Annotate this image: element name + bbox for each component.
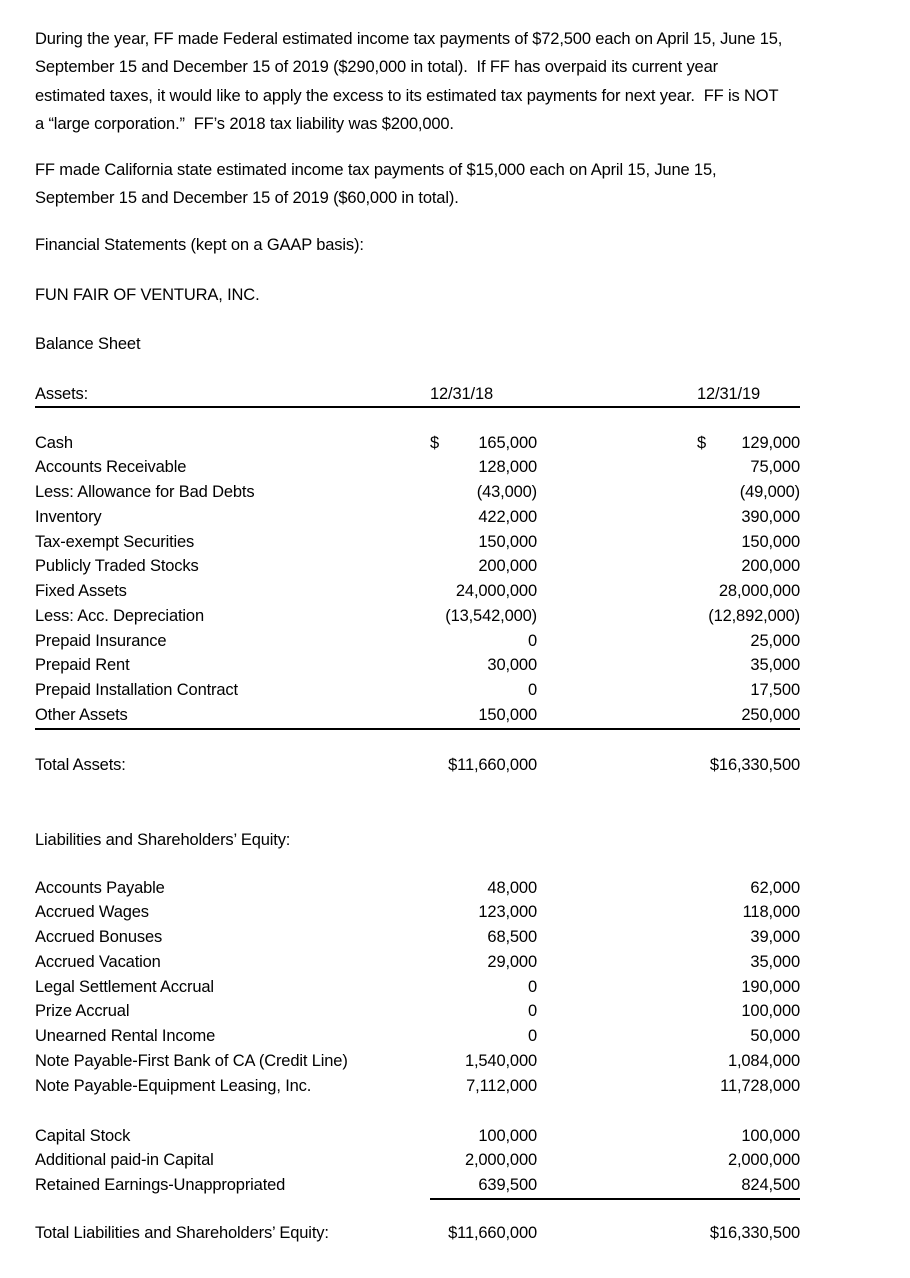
value-12-31-18: 639,500 — [430, 1173, 537, 1200]
row-label: Retained Earnings-Unappropriated — [35, 1176, 286, 1195]
row-label: Additional paid-in Capital — [35, 1151, 214, 1170]
row-label: Prepaid Installation Contract — [35, 681, 238, 700]
currency-symbol: $ — [430, 433, 440, 452]
value-12-31-19: (12,892,000) — [708, 606, 800, 625]
amount: 129,000 — [741, 433, 800, 452]
value-12-31-19: 11,728,000 — [720, 1076, 800, 1095]
company-name: FUN FAIR OF VENTURA, INC. — [35, 285, 260, 304]
row-label: Accounts Payable — [35, 878, 165, 897]
value-12-31-19: 100,000 — [741, 1126, 800, 1145]
paragraph-line: estimated taxes, it would like to apply the excess to its estimated tax payments for next year. FF is NOT — [35, 86, 779, 105]
row-label: Fixed Assets — [35, 582, 127, 601]
liability-row — [35, 1024, 800, 1049]
liability-row — [35, 975, 800, 1000]
paragraph-line: a “large corporation.” FF’s 2018 tax liability was $200,000. — [35, 114, 454, 133]
liability-row — [35, 950, 800, 975]
value-12-31-18: 7,112,000 — [466, 1076, 537, 1095]
value-12-31-19: 100,000 — [741, 1002, 800, 1021]
equity-row — [35, 1173, 800, 1198]
total-assets-value-12-31-18: $11,660,000 — [448, 755, 537, 774]
value-12-31-18: 150,000 — [478, 532, 537, 551]
liability-row — [35, 1074, 800, 1099]
value-12-31-18: (43,000) — [476, 483, 537, 502]
heading-financial-statements: Financial Statements (kept on a GAAP basis): — [35, 235, 364, 254]
row-label: Other Assets — [35, 705, 128, 724]
value-12-31-19: 39,000 — [750, 928, 800, 947]
value-12-31-18: 200,000 — [478, 557, 537, 576]
value-12-31-19: 35,000 — [750, 952, 800, 971]
paragraph-line: FF made California state estimated income tax payments of $15,000 each on April 15, June 15, — [35, 160, 717, 179]
asset-row — [35, 703, 800, 730]
value-12-31-18: 29,000 — [487, 952, 537, 971]
liability-row — [35, 1049, 800, 1074]
liability-row — [35, 999, 800, 1024]
asset-row — [35, 629, 800, 654]
asset-row — [35, 505, 800, 530]
equity-row — [35, 1124, 800, 1149]
value-12-31-19: 118,000 — [742, 903, 800, 922]
value-12-31-18: 0 — [527, 681, 537, 700]
value-12-31-18: 128,000 — [478, 458, 537, 477]
money-cell — [430, 431, 537, 456]
value-12-31-19: 75,000 — [750, 458, 800, 477]
equity-rows-section — [35, 1124, 875, 1198]
value-12-31-18: 48,000 — [487, 878, 537, 897]
row-label: Less: Acc. Depreciation — [35, 606, 204, 625]
total-assets-value-12-31-19: $16,330,500 — [709, 755, 800, 774]
value-12-31-19: 28,000,000 — [718, 582, 800, 601]
row-label: Note Payable-Equipment Leasing, Inc. — [35, 1076, 312, 1095]
row-label: Unearned Rental Income — [35, 1027, 216, 1046]
paragraph-line: September 15 and December 15 of 2019 ($60,000 in total). — [35, 188, 459, 207]
row-label: Cash — [35, 433, 73, 452]
value-12-31-18: 150,000 — [478, 705, 537, 724]
column-header-date-12-31-19-text: 12/31/19 — [697, 384, 761, 403]
value-12-31-18: 0 — [527, 631, 537, 650]
value-12-31-19: 1,084,000 — [727, 1051, 800, 1070]
row-label: Accrued Bonuses — [35, 928, 163, 947]
value-12-31-19: 250,000 — [741, 705, 800, 724]
value-12-31-19: 2,000,000 — [727, 1151, 800, 1170]
row-label: Prepaid Insurance — [35, 631, 167, 650]
value-12-31-18: 0 — [527, 1002, 537, 1021]
paragraph-federal-estimated-payments — [35, 25, 875, 138]
row-label: Publicly Traded Stocks — [35, 557, 199, 576]
row-label: Less: Allowance for Bad Debts — [35, 483, 255, 502]
total-liabilities-equity-value-12-31-19: $16,330,500 — [709, 1223, 800, 1242]
currency-symbol: $ — [697, 433, 707, 452]
column-header-date-12-31-19 — [537, 382, 800, 407]
value-12-31-19: (49,000) — [739, 483, 800, 502]
paragraph-state-estimated-payments — [35, 156, 875, 213]
value-12-31-18: 123,000 — [478, 903, 537, 922]
row-label: Inventory — [35, 507, 102, 526]
asset-row — [35, 604, 800, 629]
asset-row — [35, 579, 800, 604]
row-label: Legal Settlement Accrual — [35, 977, 214, 996]
value-12-31-19: 17,500 — [750, 681, 800, 700]
value-12-31-18: 0 — [527, 1027, 537, 1046]
value-12-31-18: 30,000 — [487, 656, 537, 675]
assets-rows-section — [35, 431, 875, 730]
value-12-31-19: 62,000 — [750, 878, 800, 897]
asset-row — [35, 653, 800, 678]
row-label: Accrued Wages — [35, 903, 149, 922]
value-12-31-19: 50,000 — [750, 1027, 800, 1046]
row-label: Prepaid Rent — [35, 656, 130, 675]
balance-sheet-header-row — [35, 382, 800, 409]
asset-row — [35, 480, 800, 505]
liability-row — [35, 900, 800, 925]
value-12-31-19: 35,000 — [750, 656, 800, 675]
asset-row — [35, 530, 800, 555]
liability-row — [35, 876, 800, 901]
value-12-31-19: 25,000 — [750, 631, 800, 650]
total-liabilities-equity-value-12-31-18: $11,660,000 — [448, 1223, 537, 1242]
total-liabilities-equity-label: Total Liabilities and Shareholders’ Equity: — [35, 1223, 329, 1242]
paragraph-line: During the year, FF made Federal estimated income tax payments of $72,500 each on April 15, June 15, — [35, 30, 783, 48]
value-12-31-19: 390,000 — [741, 507, 800, 526]
row-label: Accrued Vacation — [35, 952, 161, 971]
row-label: Accounts Receivable — [35, 458, 187, 477]
value-12-31-18: 1,540,000 — [464, 1051, 537, 1070]
money-cell — [697, 431, 800, 456]
asset-row — [35, 678, 800, 703]
amount: 165,000 — [478, 433, 537, 452]
asset-row — [35, 554, 800, 579]
value-12-31-19: 150,000 — [741, 532, 800, 551]
total-assets-row — [35, 753, 800, 778]
liabilities-rows-section — [35, 876, 875, 1099]
value-12-31-19 — [537, 431, 800, 456]
value-12-31-18: 422,000 — [478, 507, 537, 526]
total-assets-label: Total Assets: — [35, 755, 126, 774]
value-12-31-19: 200,000 — [741, 557, 800, 576]
value-12-31-18: 100,000 — [478, 1126, 537, 1145]
value-12-31-18: (13,542,000) — [445, 606, 537, 625]
value-12-31-18: 2,000,000 — [464, 1151, 537, 1170]
row-label: Prize Accrual — [35, 1002, 130, 1021]
statement-title: Balance Sheet — [35, 334, 141, 353]
column-header-date-12-31-18: 12/31/18 — [430, 384, 494, 403]
row-label: Tax-exempt Securities — [35, 532, 195, 551]
asset-row — [35, 431, 800, 456]
value-12-31-19: 190,000 — [741, 977, 800, 996]
asset-row — [35, 455, 800, 480]
liabilities-equity-heading: Liabilities and Shareholders’ Equity: — [35, 830, 291, 849]
column-header-assets: Assets: — [35, 384, 89, 403]
row-label: Capital Stock — [35, 1126, 131, 1145]
equity-row — [35, 1148, 800, 1173]
liability-row — [35, 925, 800, 950]
total-liabilities-equity-row — [35, 1221, 800, 1246]
value-12-31-19: 824,500 — [537, 1173, 800, 1200]
value-12-31-18: 24,000,000 — [455, 582, 537, 601]
row-label: Note Payable-First Bank of CA (Credit Line) — [35, 1051, 348, 1070]
paragraph-line: September 15 and December 15 of 2019 ($290,000 in total). If FF has overpaid its current year — [35, 58, 718, 77]
value-12-31-18: 0 — [527, 977, 537, 996]
value-12-31-18: 68,500 — [487, 928, 537, 947]
value-12-31-18 — [430, 431, 537, 456]
